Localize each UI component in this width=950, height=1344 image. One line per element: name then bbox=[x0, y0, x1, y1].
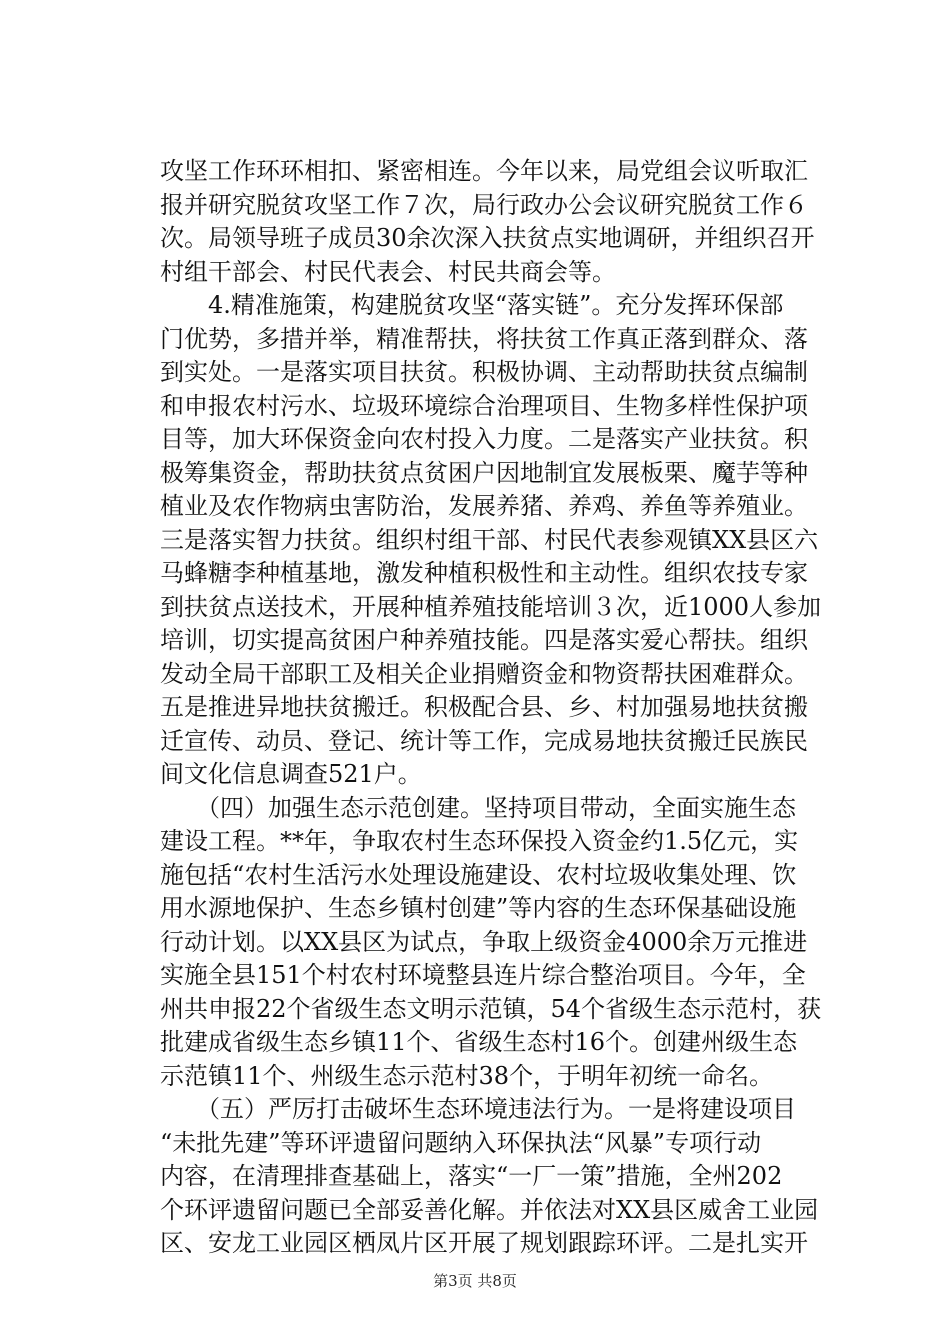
text-line: 发动全局干部职工及相关企业捐赠资金和物资帮扶困难群众。 bbox=[160, 659, 808, 688]
text-line: 到实处。一是落实项目扶贫。积极协调、主动帮助扶贫点编制 bbox=[160, 358, 808, 386]
text-line: 到扶贫点送技术，开展种植养殖技能培训３次，近1000人参加 bbox=[160, 592, 822, 621]
body-text bbox=[160, 155, 836, 1261]
text-line: 内容，在清理排查基础上，落实“一厂一策”措施，全州202 bbox=[160, 1162, 783, 1190]
text-line: 迁宣传、动员、登记、统计等工作，完成易地扶贫搬迁民族民 bbox=[160, 726, 808, 755]
text-line: 马蜂糖李种植基地，激发种植积极性和主动性。组织农技专家 bbox=[160, 559, 808, 587]
text-line: “未批先建”等环评遗留问题纳入环保执法“风暴”专项行动 bbox=[160, 1128, 762, 1157]
text-line: 门优势，多措并举，精准帮扶，将扶贫工作真正落到群众、落 bbox=[160, 324, 808, 353]
text-line: （四）加强生态示范创建。坚持项目带动，全面实施生态 bbox=[160, 793, 796, 822]
text-line: 极筹集资金，帮助扶贫点贫困户因地制宜发展板栗、魔芋等种 bbox=[160, 458, 808, 487]
text-line: （五）严厉打击破坏生态环境违法行为。一是将建设项目 bbox=[160, 1095, 796, 1123]
text-line: 三是落实智力扶贫。组织村组干部、村民代表参观镇XX县区六 bbox=[160, 525, 819, 554]
text-line: 4.精准施策，构建脱贫攻坚“落实链”。充分发挥环保部 bbox=[160, 291, 784, 319]
text-line: 行动计划。以XX县区为试点，争取上级资金4000余万元推进 bbox=[160, 927, 808, 956]
text-line: 和申报农村污水、垃圾环境综合治理项目、生物多样性保护项 bbox=[160, 391, 808, 420]
text-line: 示范镇11个、州级生态示范村38个，于明年初统一命名。 bbox=[160, 1061, 774, 1090]
text-line: 建设工程。**年，争取农村生态环保投入资金约1.5亿元，实 bbox=[160, 827, 799, 855]
text-line: 区、安龙工业园区栖凤片区开展了规划跟踪环评。二是扎实开 bbox=[160, 1229, 808, 1257]
text-line: 用水源地保护、生态乡镇村创建”等内容的生态环保基础设施 bbox=[160, 894, 797, 922]
text-line: 批建成省级生态乡镇11个、省级生态村16个。创建州级生态 bbox=[160, 1028, 798, 1056]
text-line: 报并研究脱贫攻坚工作７次，局行政办公会议研究脱贫工作６ bbox=[160, 190, 808, 219]
text-line: 攻坚工作环环相扣、紧密相连。今年以来，局党组会议听取汇 bbox=[160, 157, 808, 185]
text-line: 村组干部会、村民代表会、村民共商会等。 bbox=[160, 257, 616, 286]
text-line: 间文化信息调查521户。 bbox=[160, 760, 422, 788]
text-line: 五是推进异地扶贫搬迁。积极配合县、乡、村加强易地扶贫搬 bbox=[160, 693, 808, 721]
text-line: 目等，加大环保资金向农村投入力度。二是落实产业扶贫。积 bbox=[160, 425, 808, 453]
text-line: 植业及农作物病虫害防治，发展养猪、养鸡、养鱼等养殖业。 bbox=[160, 492, 808, 520]
text-line: 个环评遗留问题已全部妥善化解。并依法对XX县区威舍工业园 bbox=[160, 1195, 819, 1224]
text-line: 实施全县151个村农村环境整县连片综合整治项目。今年，全 bbox=[160, 961, 806, 989]
text-line: 培训，切实提高贫困户种养殖技能。四是落实爱心帮扶。组织 bbox=[160, 626, 808, 654]
text-line: 州共申报22个省级生态文明示范镇，54个省级生态示范村，获 bbox=[160, 994, 822, 1023]
page-footer: 第3页 共8页 bbox=[433, 1272, 517, 1290]
text-line: 次。局领导班子成员30余次深入扶贫点实地调研，并组织召开 bbox=[160, 224, 815, 252]
text-line: 施包括“农村生活污水处理设施建设、农村垃圾收集处理、饮 bbox=[160, 860, 797, 889]
